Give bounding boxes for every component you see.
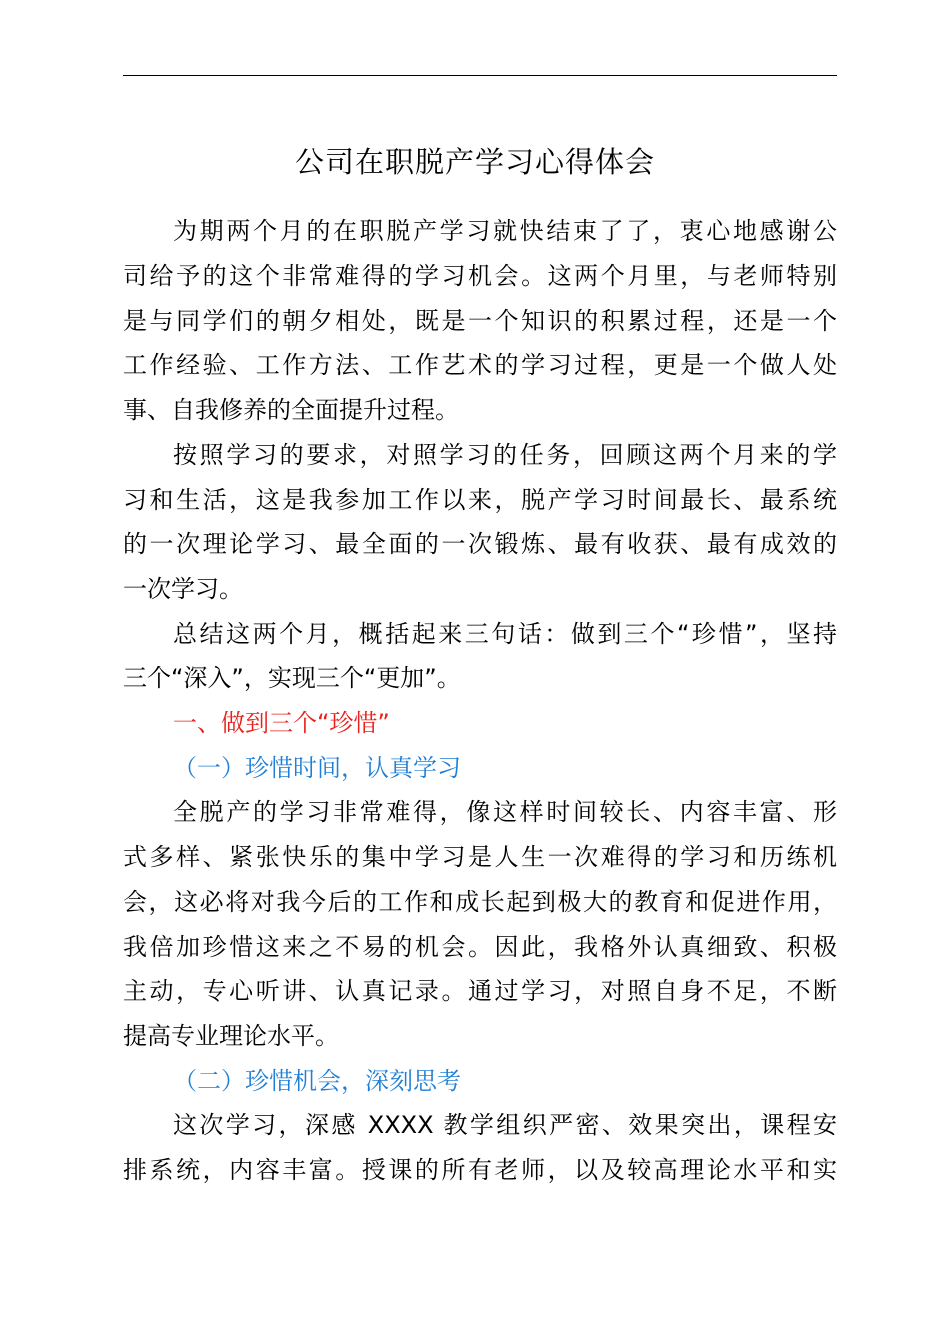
- document-title: 公司在职脱产学习心得体会: [294, 145, 655, 179]
- paragraph-2-line-1: 按照学习的要求，对照学习的任务，回顾这两个月来的学: [173, 441, 837, 469]
- paragraph-5-line-2: 排系统，内容丰富。授课的所有老师，以及较高理论水平和实: [123, 1156, 837, 1184]
- paragraph-4-line-5: 主动，专心听讲、认真记录。通过学习，对照自身不足，不断: [123, 977, 837, 1005]
- paragraph-4-line-3: 会，这必将对我今后的工作和成长起到极大的教育和促进作用，: [123, 888, 837, 916]
- paragraph-2-line-4: 一次学习。: [123, 575, 243, 603]
- paragraph-5-line-1: 这次学习，深感 XXXX 教学组织严密、效果突出，课程安: [173, 1111, 837, 1139]
- paragraph-4-line-6: 提高专业理论水平。: [123, 1022, 339, 1050]
- paragraph-1-line-5: 事、自我修养的全面提升过程。: [123, 396, 459, 424]
- paragraph-2-line-2: 习和生活，这是我参加工作以来，脱产学习时间最长、最系统: [123, 486, 837, 514]
- paragraph-2-line-3: 的一次理论学习、最全面的一次锻炼、最有收获、最有成效的: [123, 530, 837, 558]
- paragraph-1-line-1: 为期两个月的在职脱产学习就快结束了了，衷心地感谢公: [173, 217, 837, 245]
- paragraph-1-line-2: 司给予的这个非常难得的学习机会。这两个月里，与老师特别: [123, 262, 837, 290]
- section-heading-1: 一、做到三个“珍惜”: [173, 709, 390, 737]
- paragraph-4-line-1: 全脱产的学习非常难得，像这样时间较长、内容丰富、形: [173, 798, 837, 826]
- header-rule: [123, 75, 837, 76]
- paragraph-3-line-1: 总结这两个月，概括起来三句话：做到三个“珍惜”，坚持: [173, 620, 837, 648]
- paragraph-1-line-3: 是与同学们的朝夕相处，既是一个知识的积累过程，还是一个: [123, 307, 837, 335]
- paragraph-3-line-2: 三个“深入”，实现三个“更加”。: [123, 664, 461, 692]
- subsection-heading-2: （二）珍惜机会，深刻思考: [173, 1067, 461, 1095]
- paragraph-4-line-2: 式多样、紧张快乐的集中学习是人生一次难得的学习和历练机: [123, 843, 837, 871]
- paragraph-1-line-4: 工作经验、工作方法、工作艺术的学习过程，更是一个做人处: [123, 351, 837, 379]
- subsection-heading-1: （一）珍惜时间，认真学习: [173, 754, 461, 782]
- paragraph-4-line-4: 我倍加珍惜这来之不易的机会。因此，我格外认真细致、积极: [123, 933, 837, 961]
